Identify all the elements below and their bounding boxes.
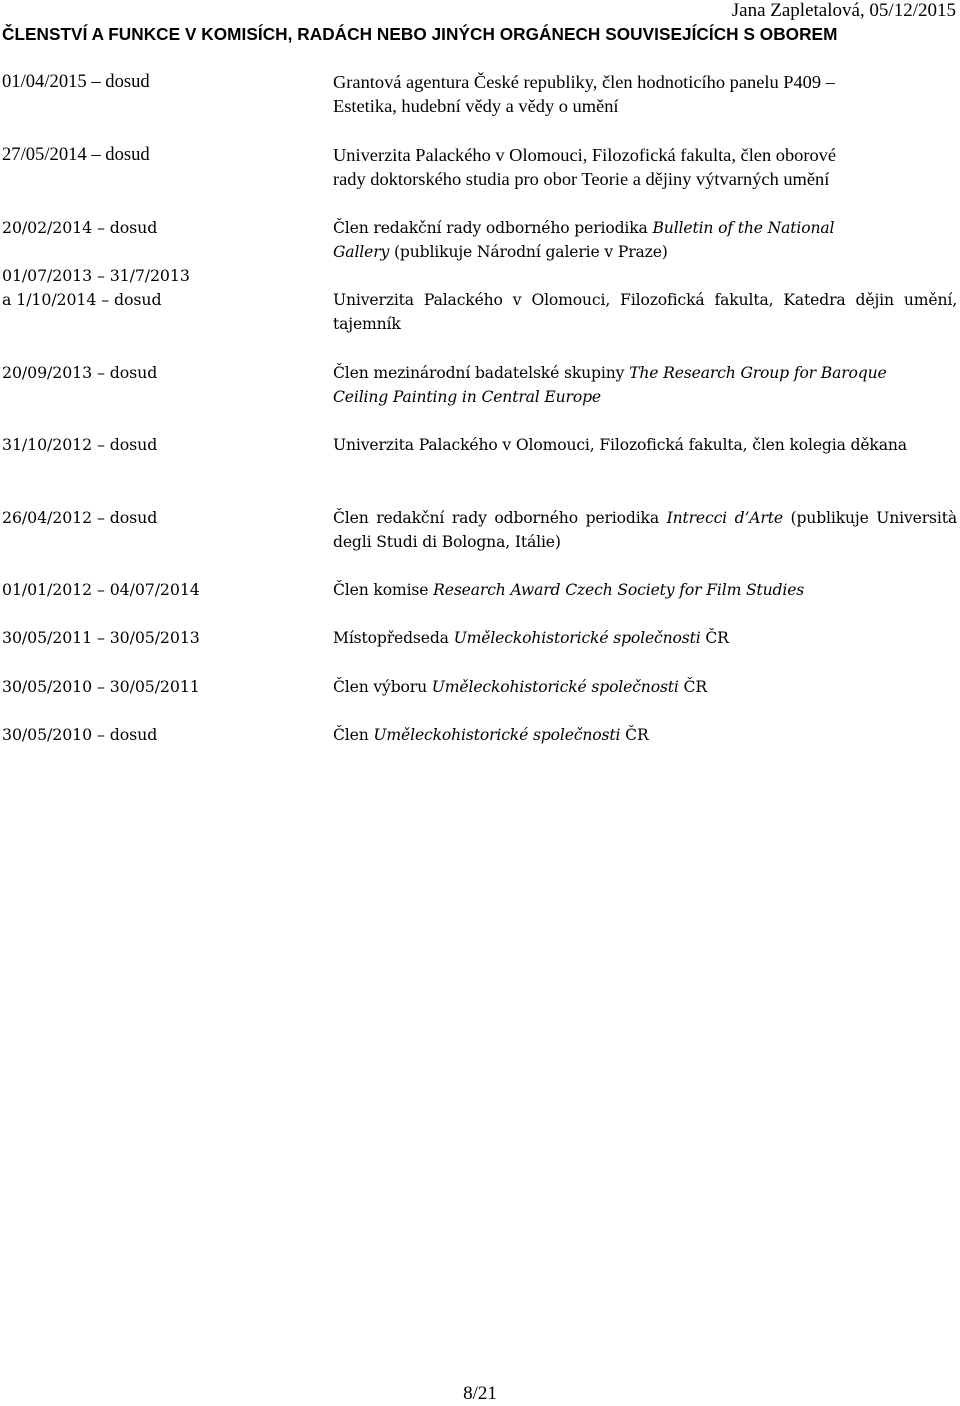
society-name: Uměleckohistorické společnosti [431, 678, 679, 696]
entry-date: 01/04/2015 – dosud [2, 71, 150, 92]
entry-description-line: rady doktorského studia pro obor Teorie a dějiny výtvarných umění [333, 169, 830, 189]
entry-date-line: 01/07/2013 – 31/7/2013 [2, 266, 190, 285]
group-name: Ceiling Painting in Central Europe [333, 388, 601, 406]
entry-text: ČR [700, 629, 729, 647]
entry-date-line: a 1/10/2014 – dosud [2, 290, 162, 309]
entry-description [333, 723, 957, 747]
entry-text: Člen redakční rady odborného periodika [333, 219, 653, 237]
entry-text: (publikuje Università degli Studi di Bologna, Itálie) [333, 509, 958, 551]
commission-name: Research Award Czech Society for Film Studies [433, 581, 805, 599]
entry-text: Člen redakční rady odborného periodika [333, 509, 667, 527]
entry-description-line: Univerzita Palackého v Olomouci, Filozofická fakulta, člen oborové [333, 145, 837, 165]
entry-description-line: Estetika, hudební vědy a vědy o umění [333, 96, 619, 116]
entry-date: 26/04/2012 – dosud [2, 508, 158, 527]
entry-date: 30/05/2011 – 30/05/2013 [2, 628, 200, 647]
entry-text: Místopředseda [333, 629, 454, 647]
entry-description [333, 70, 957, 118]
page-number: 8/21 [463, 1383, 497, 1404]
entry-text: ČR [678, 678, 707, 696]
entry-text: ČR [620, 726, 649, 744]
entry-date: 01/01/2012 – 04/07/2014 [2, 580, 200, 599]
entry-description [333, 675, 957, 699]
entry-description-line: Grantová agentura České republiky, člen hodnoticího panelu P409 – [333, 72, 835, 92]
society-name: Uměleckohistorické společnosti [373, 726, 621, 744]
entry-description [333, 143, 957, 191]
entry-date: 30/05/2010 – dosud [2, 725, 158, 744]
entry-date: 20/09/2013 – dosud [2, 363, 158, 382]
entry-description [333, 506, 957, 554]
entry-date: 27/05/2014 – dosud [2, 144, 150, 165]
entry-description [333, 578, 957, 602]
header-author-date: Jana Zapletalová, 05/12/2015 [731, 0, 956, 21]
entry-date [2, 264, 190, 312]
section-title: ČLENSTVÍ A FUNKCE V KOMISÍCH, RADÁCH NEBO JINÝCH ORGÁNECH SOUVISEJÍCÍCH S OBOREM [2, 24, 838, 44]
entry-description: Univerzita Palackého v Olomouci, Filozofická fakulta, člen kolegia děkana [333, 436, 907, 454]
entry-date: 20/02/2014 – dosud [2, 218, 158, 237]
entry-text: (publikuje Národní galerie v Praze) [389, 243, 668, 261]
entry-description [333, 626, 957, 650]
entry-description: Univerzita Palackého v Olomouci, Filozofická fakulta, Katedra dějin umění, tajemník [333, 291, 957, 333]
group-name: The Research Group for Baroque [629, 364, 887, 382]
periodical-title: Bulletin of the National [652, 219, 835, 237]
entry-date: 31/10/2012 – dosud [2, 435, 158, 454]
entry-description [333, 216, 957, 264]
entry-text: Člen výboru [333, 678, 432, 696]
entry-text: Člen [333, 726, 374, 744]
entry-date: 30/05/2010 – 30/05/2011 [2, 677, 200, 696]
entry-text: Člen komise [333, 581, 434, 599]
entry-text: Člen mezinárodní badatelské skupiny [333, 364, 630, 382]
periodical-title: Intrecci d’Arte [666, 509, 783, 527]
entry-description [333, 361, 957, 409]
society-name: Uměleckohistorické společnosti [453, 629, 701, 647]
periodical-title: Gallery [333, 243, 390, 261]
